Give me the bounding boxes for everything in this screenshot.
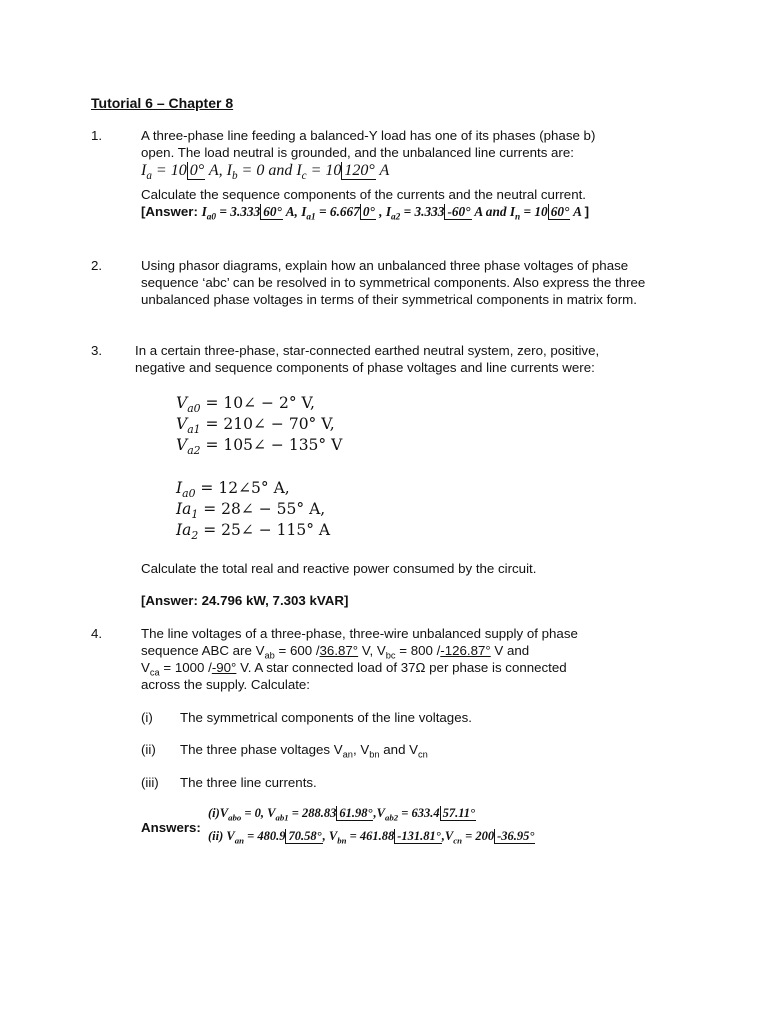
q3-answer: [Answer: 24.796 kW, 7.303 kVAR] [141, 593, 349, 608]
q4-answer-row1: $(i)V_{abo} = 0$, $V_{ab1} = 288.83$ $61.98^\circ,V_{ab2} = 633.4$ 57.11° [208, 806, 476, 823]
q4-item-i-text: The symmetrical components of the line voltages. [180, 710, 472, 725]
q3-voltage-a2: $V_{a2}$ = 105∠ − 135° V [176, 436, 343, 458]
page-title: Tutorial 6 – Chapter 8 [91, 95, 234, 111]
q3-current-a2: $Ia_2$ = 25∠ − 115° A [176, 521, 331, 543]
q4-line1: The line voltages of a three-phase, three-wire unbalanced supply of phase [141, 626, 578, 641]
q4-item-i-label: (i) [141, 710, 153, 725]
q4-number: 4. [91, 626, 103, 641]
q3-voltage-a0: $V_{a0}$ = 10∠ − 2° V, [176, 394, 315, 416]
q4-item-iii-text: The three line currents. [180, 775, 317, 790]
q1-line3: Calculate the sequence components of the currents and the neutral current. [141, 187, 586, 202]
q3-current-a0: $I_{a0}$ = 12∠5° A, [176, 479, 290, 501]
q3-current-a1: $Ia_1$ = 28∠ − 55° A, [176, 500, 326, 522]
q2-line3: unbalanced phase voltages in terms of their symmetrical components in matrix form. [141, 292, 637, 307]
q1-equation: $I_a = 10$ 0° A, $I_b = 0$ and $I_c = 10$ 120° A [141, 162, 390, 183]
q4-answers-label: Answers: [141, 820, 201, 835]
q3-voltage-a1: $V_{a1}$ = 210∠ − 70° V, [176, 415, 335, 437]
q4-item-iii-label: (iii) [141, 775, 159, 790]
q2-line1: Using phasor diagrams, explain how an unbalanced three phase voltages of phase [141, 258, 629, 273]
q4-answer-row2: (ii) $V_{an} = 480.9$ 70.58°, $V_{bn} = 461.88$ $-131.81^\circ,V_{cn} = 200$ -36.95° [208, 829, 535, 846]
q3-line3: Calculate the total real and reactive power consumed by the circuit. [141, 561, 537, 576]
q4-item-ii-label: (ii) [141, 742, 156, 757]
q4-line4: across the supply. Calculate: [141, 677, 311, 692]
q1-number: 1. [91, 128, 103, 143]
q4-line2: sequence ABC are $V_{ab} = 600$ /36.87° V, $V_{bc} = 800$ /-126.87° V and [141, 643, 530, 661]
q1-line1: A three-phase line feeding a balanced-Y load has one of its phases (phase b) [141, 128, 596, 143]
q1-answer: [Answer: $I_{a0} = 3.333$ 60° A, $I_{a1} = 6.667$ 0° , $I_{a2} = 3.333$ -60° A and $I_n = 10$ 60° A ] [141, 204, 590, 223]
q4-item-ii-text: The three phase voltages $V_{an}$, $V_{bn}$ and $V_{cn}$ [180, 742, 428, 760]
q3-line1: In a certain three-phase, star-connected earthed neutral system, zero, positive, [135, 343, 600, 358]
q4-line3: $V_{ca} = 1000$ /-90° V. A star connected load of 37Ω per phase is connected [141, 660, 567, 678]
q1-line2: open. The load neutral is grounded, and the unbalanced line currents are: [141, 145, 574, 160]
q3-line2: negative and sequence components of phase voltages and line currents were: [135, 360, 595, 375]
q2-number: 2. [91, 258, 103, 273]
q3-number: 3. [91, 343, 103, 358]
q2-line2: sequence ‘abc’ can be resolved in to symmetrical components. Also express the three [141, 275, 646, 290]
